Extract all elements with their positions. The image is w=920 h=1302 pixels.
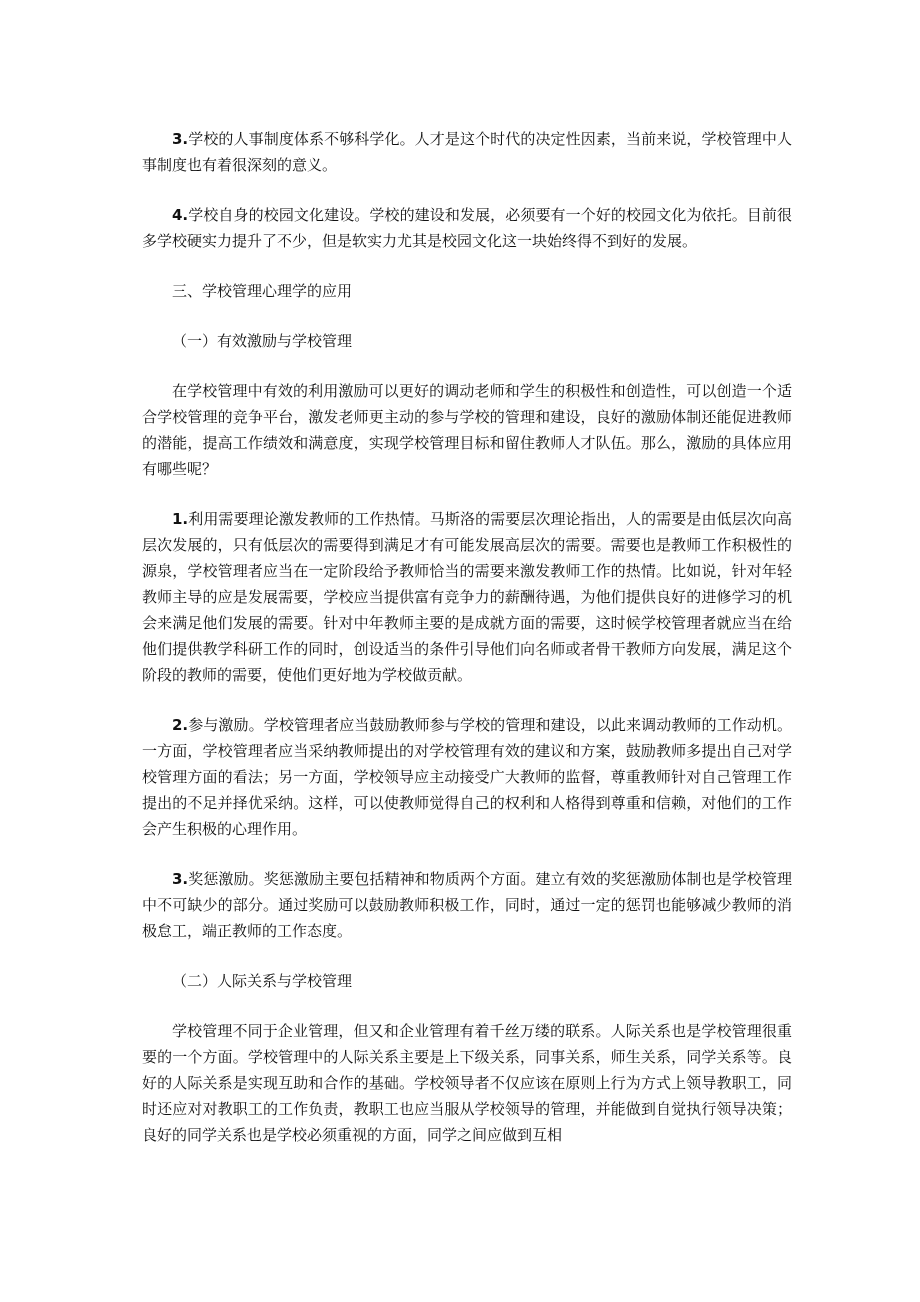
paragraph-interpersonal (142, 1018, 792, 1148)
subsection-heading-relations: （二）人际关系与学校管理 (172, 972, 353, 990)
subsection-heading-incentive: （一）有效激励与学校管理 (172, 332, 353, 350)
document-body (142, 126, 792, 1148)
item-number: 3. (172, 870, 189, 888)
paragraph-needs-theory (142, 506, 792, 688)
paragraph-campus-culture (142, 202, 792, 254)
paragraph-text: 学校的人事制度体系不够科学化。人才是这个时代的决定性因素，当前来说，学校管理中人事制度也有着很深刻的意义。 (142, 130, 792, 174)
item-number: 2. (172, 716, 189, 734)
paragraph-text: 利用需要理论激发教师的工作热情。马斯洛的需要层次理论指出，人的需要是由低层次向高层次发展的，只有低层次的需要得到满足才有可能发展高层次的需要。需要也是教师工作积极性的源泉，学校管理者应当在一定阶段给予教师恰当的需要来激发教师工作的热情。比如说，针对年轻教师主导的应是发展需要，学校应当提供富有竞争力的薪酬待遇，为他们提供良好的进修学习的机会来满足他们发展的需要。针对中年教师主要的是成就方面的需要，这时候学校管理者就应当在给他们提供教学科研工作的同时，创设适当的条件引导他们向名师或者骨干教师方向发展，满足这个阶段的教师的需要，使他们更好地为学校做贡献。 (142, 510, 792, 684)
paragraph-text: 学校管理不同于企业管理，但又和企业管理有着千丝万缕的联系。人际关系也是学校管理很重要的一个方面。学校管理中的人际关系主要是上下级关系，同事关系，师生关系，同学关系等。良好的人际关系是实现互助和合作的基础。学校领导者不仅应该在原则上行为方式上领导教职工，同时还应对对教职工的工作负责，教职工也应当服从学校领导的管理，并能做到自觉执行领导决策；良好的同学关系也是学校必须重视的方面，同学之间应做到互相 (142, 1022, 792, 1144)
paragraph-participation (142, 712, 792, 842)
item-number: 3. (172, 130, 189, 148)
paragraph-personnel-system (142, 126, 792, 178)
item-number: 4. (172, 206, 189, 224)
paragraph-text: 学校自身的校园文化建设。学校的建设和发展，必须要有一个好的校园文化为依托。目前很多学校硬实力提升了不少，但是软实力尤其是校园文化这一块始终得不到好的发展。 (142, 206, 792, 250)
paragraph-text: 在学校管理中有效的利用激励可以更好的调动老师和学生的积极性和创造性，可以创造一个适合学校管理的竞争平台，激发老师更主动的参与学校的管理和建设，良好的激励体制还能促进教师的潜能，提高工作绩效和满意度，实现学校管理目标和留住教师人才队伍。那么，激励的具体应用有哪些呢？ (142, 382, 792, 478)
section-heading-application: 三、学校管理心理学的应用 (172, 282, 353, 300)
paragraph-text: 参与激励。学校管理者应当鼓励教师参与学校的管理和建设，以此来调动教师的工作动机。一方面，学校管理者应当采纳教师提出的对学校管理有效的建议和方案，鼓励教师多提出自己对学校管理方面的看法；另一方面，学校领导应主动接受广大教师的监督，尊重教师针对自己管理工作提出的不足并择优采纳。这样，可以使教师觉得自己的权利和人格得到尊重和信赖，对他们的工作会产生积极的心理作用。 (142, 716, 792, 838)
paragraph-text: 奖惩激励。奖惩激励主要包括精神和物质两个方面。建立有效的奖惩激励体制也是学校管理中不可缺少的部分。通过奖励可以鼓励教师积极工作，同时，通过一定的惩罚也能够减少教师的消极怠工，端正教师的工作态度。 (142, 870, 792, 940)
item-number: 1. (172, 510, 189, 528)
paragraph-reward-punishment (142, 866, 792, 944)
paragraph-incentive-intro (142, 378, 792, 482)
